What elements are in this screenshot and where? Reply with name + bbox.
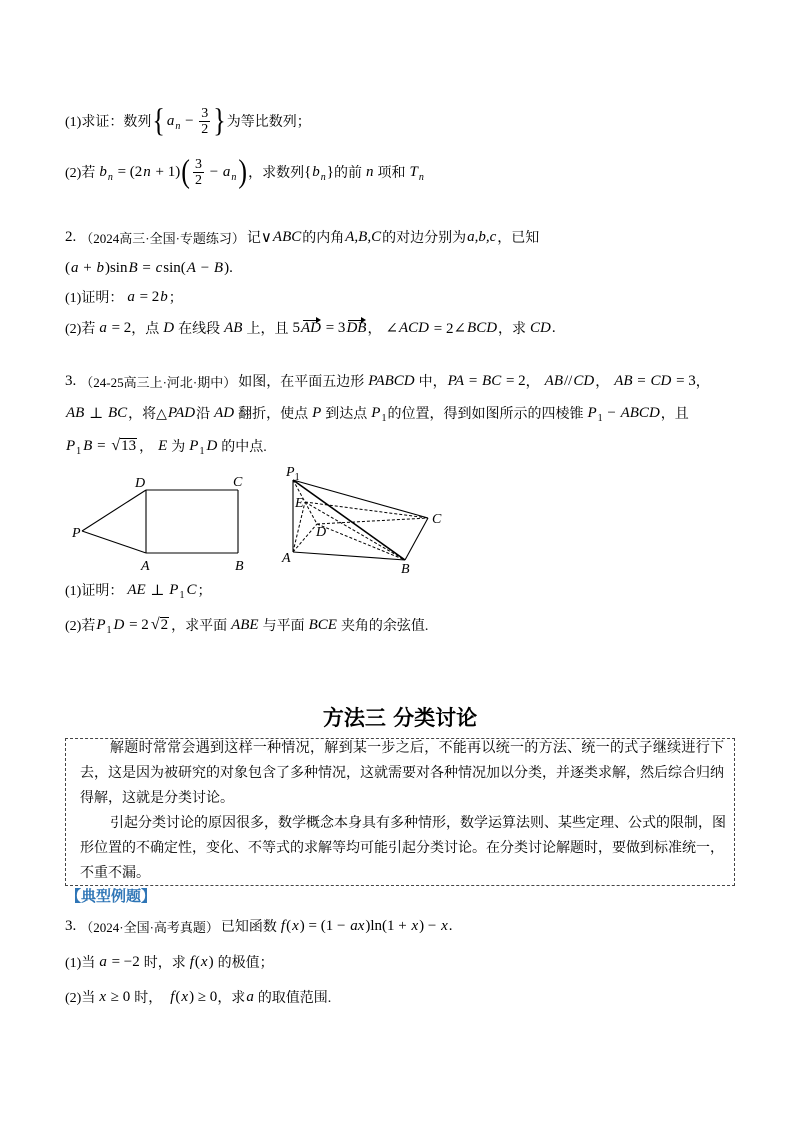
text-segment: 为等比数列； bbox=[226, 115, 311, 130]
problem-source: （2024高三·全国·专题练习） bbox=[80, 230, 245, 246]
fraction-denominator: 2 bbox=[194, 172, 202, 188]
text-segment: ，求 bbox=[217, 991, 246, 1006]
brace-close: } bbox=[213, 102, 226, 139]
text-segment: 项和 bbox=[377, 166, 406, 181]
sqrt-icon: √ bbox=[111, 437, 121, 454]
math-var: x bbox=[441, 917, 448, 934]
text-segment: 的对边分别为 bbox=[382, 231, 467, 246]
perpendicular-symbol: ⊥ bbox=[85, 405, 107, 422]
text-segment: ， bbox=[695, 375, 710, 390]
math-op: = −2 bbox=[107, 953, 140, 970]
vector-ad: AD bbox=[300, 319, 321, 336]
fraction bbox=[193, 157, 204, 188]
description-line: 形位置的不确定性，变化、不等式的求解等均可能引起分类讨论。在分类讨论解题时，要做到标准统一， bbox=[80, 841, 724, 856]
perpendicular-symbol: ⊥ bbox=[146, 582, 169, 599]
label-c: C bbox=[432, 512, 442, 527]
math-var: a bbox=[71, 259, 79, 276]
brace-open: { bbox=[304, 163, 312, 180]
problem3-part2 bbox=[65, 615, 428, 635]
math-var: P bbox=[66, 437, 76, 454]
math-var: ax bbox=[350, 917, 365, 934]
subscript: n bbox=[231, 171, 237, 183]
fraction-numerator: 3 bbox=[201, 105, 209, 121]
label-d: D bbox=[316, 525, 327, 540]
math-var: C bbox=[186, 581, 197, 598]
edge-dc bbox=[317, 518, 428, 524]
subscript: n bbox=[320, 171, 326, 183]
description-line: 不重不漏。 bbox=[80, 866, 150, 881]
math-op: = bbox=[633, 372, 650, 389]
text-segment: (1)当 bbox=[65, 956, 96, 971]
text-segment: 上，且 bbox=[246, 322, 289, 337]
text-segment: ，已知 bbox=[497, 231, 540, 246]
math-op: = 3 bbox=[321, 319, 346, 336]
math-var: AB bbox=[66, 404, 85, 421]
math-var: P bbox=[189, 437, 199, 454]
subscript: n bbox=[107, 171, 113, 183]
problem2-condition bbox=[65, 258, 233, 278]
math-op: = 2 bbox=[107, 319, 132, 336]
text-segment: ， bbox=[525, 375, 540, 390]
math-var: CD bbox=[530, 319, 551, 336]
pentagon-figure bbox=[82, 490, 238, 553]
label-p: P bbox=[72, 526, 81, 541]
math-op: = 2 bbox=[135, 288, 160, 305]
math-var: a,b,c bbox=[467, 228, 497, 245]
label-a: A bbox=[282, 551, 291, 566]
fraction bbox=[199, 106, 210, 137]
math-op: = bbox=[93, 437, 110, 454]
label-a: A bbox=[141, 559, 150, 574]
problem1-part2 bbox=[65, 155, 425, 189]
math-var: ABC bbox=[272, 228, 302, 245]
math-op: = 2∠ bbox=[430, 320, 467, 337]
label-p1-subscript: 1 bbox=[294, 472, 300, 483]
text-segment: 为 bbox=[171, 440, 186, 455]
math-op: − bbox=[603, 404, 620, 421]
math-var: P bbox=[587, 404, 597, 421]
math-var: D bbox=[113, 616, 125, 633]
text-segment: 的中点. bbox=[221, 440, 267, 455]
description-line: 得解，这就是分类讨论。 bbox=[80, 791, 234, 806]
problem2-stem bbox=[65, 227, 539, 247]
math-op: + bbox=[79, 259, 96, 276]
text-segment: ， bbox=[367, 322, 382, 337]
math-op: = bbox=[465, 372, 482, 389]
math-var: n bbox=[143, 163, 151, 180]
text-segment: ， bbox=[139, 440, 154, 455]
math-var: B bbox=[83, 437, 93, 454]
text-segment: 沿 bbox=[196, 407, 211, 422]
label-p1 bbox=[285, 465, 300, 483]
description-line: 解题时常常会遇到这样一种情况，解到某一步之后，不能再以统一的方法、统一的式子继续进行下 bbox=[110, 741, 724, 756]
parallel-symbol: // bbox=[564, 372, 573, 389]
math-var: x bbox=[181, 988, 189, 1005]
math-var: b bbox=[96, 259, 104, 276]
math-var: AE bbox=[127, 581, 146, 598]
math-var: a bbox=[99, 319, 107, 336]
text-segment: (2)若 bbox=[65, 322, 96, 337]
edge-ap bbox=[82, 531, 146, 553]
edge-bc bbox=[405, 518, 428, 560]
math-var: ACD bbox=[399, 319, 430, 336]
subscript: 1 bbox=[179, 589, 185, 601]
math-var: f bbox=[280, 917, 286, 934]
subscript: n bbox=[175, 120, 181, 132]
math-var: AB bbox=[614, 372, 633, 389]
math-op: ( bbox=[286, 917, 292, 934]
math-op: 5 bbox=[292, 319, 300, 336]
text-segment: 的前 bbox=[333, 166, 362, 181]
math-var: BCE bbox=[308, 616, 337, 633]
math-op: )sin bbox=[104, 259, 128, 276]
math-op: = 3 bbox=[672, 372, 696, 389]
text-segment: ，求平面 bbox=[171, 619, 228, 634]
math-op: = 2 bbox=[125, 616, 149, 633]
math-op: sin( bbox=[163, 259, 186, 276]
math-var: P bbox=[169, 581, 179, 598]
math-op: ) bbox=[224, 259, 230, 276]
example-problem-part1 bbox=[65, 952, 274, 972]
math-var: n bbox=[365, 163, 374, 180]
text-segment: (2)若 bbox=[65, 619, 96, 634]
text-segment: ，点 bbox=[131, 322, 160, 337]
math-op: = 2 bbox=[502, 372, 526, 389]
math-op: = bbox=[138, 259, 155, 276]
math-var: AB bbox=[224, 319, 243, 336]
edge-ad bbox=[293, 524, 317, 552]
math-var: A,B,C bbox=[345, 228, 382, 245]
math-var: E bbox=[158, 437, 168, 454]
math-var: a bbox=[127, 288, 135, 305]
label-p1-letter: P bbox=[286, 465, 295, 480]
sqrt-radicand: 2 bbox=[160, 617, 169, 633]
problem2-part2 bbox=[65, 318, 556, 338]
math-var: f bbox=[189, 953, 194, 970]
math-op: + 1) bbox=[151, 163, 181, 180]
text-segment: ，求数列 bbox=[248, 166, 305, 181]
problem3-part1 bbox=[65, 580, 211, 600]
math-op: − bbox=[205, 163, 222, 180]
math-var: P bbox=[96, 616, 106, 633]
math-var: b bbox=[99, 163, 107, 180]
math-var: a bbox=[166, 112, 175, 129]
math-var: x bbox=[292, 917, 299, 934]
text-segment: ，求 bbox=[498, 322, 527, 337]
vector-db: DB bbox=[346, 319, 367, 336]
math-var: AB bbox=[544, 372, 563, 389]
math-op: . bbox=[448, 917, 453, 934]
text-segment: ； bbox=[197, 584, 212, 599]
math-var: c bbox=[155, 259, 163, 276]
problem-number: 3. bbox=[65, 372, 77, 389]
math-var: CD bbox=[650, 372, 672, 389]
edge-pd bbox=[82, 490, 146, 531]
problem3-stem-line1 bbox=[65, 371, 710, 391]
math-op: . bbox=[551, 319, 556, 336]
example-label: 【典型例题】 bbox=[66, 887, 157, 905]
math-var: PA bbox=[447, 372, 465, 389]
text-segment: (2)若 bbox=[65, 166, 96, 181]
text-segment: 翻折，使点 bbox=[238, 407, 309, 422]
math-var: D bbox=[163, 319, 175, 336]
math-var: x bbox=[200, 953, 208, 970]
math-op: ∨ bbox=[260, 229, 272, 246]
math-var: a bbox=[99, 953, 107, 970]
section-title: 方法三 分类讨论 bbox=[322, 706, 478, 730]
math-var: b bbox=[160, 288, 168, 305]
example-problem-stem bbox=[65, 916, 453, 936]
math-var: P bbox=[371, 404, 381, 421]
text-segment: ，将△ bbox=[128, 407, 167, 422]
math-op: ) ≥ 0 bbox=[189, 988, 218, 1005]
paren-open: ( bbox=[181, 153, 190, 190]
text-segment: 记 bbox=[246, 231, 261, 246]
math-op: )ln(1 + bbox=[365, 917, 411, 934]
math-op: ( bbox=[194, 953, 200, 970]
problem-source: （2024·全国·高考真题） bbox=[80, 919, 219, 935]
text-segment: 夹角的余弦值. bbox=[340, 619, 429, 634]
text-segment: 的取值范围. bbox=[257, 991, 332, 1006]
math-var: D bbox=[206, 437, 218, 454]
math-op: ) bbox=[208, 953, 214, 970]
math-var: b bbox=[312, 163, 320, 180]
text-segment: ； bbox=[168, 291, 183, 306]
text-segment: 时，求 bbox=[143, 956, 186, 971]
math-op: . bbox=[229, 259, 233, 276]
brace-open: { bbox=[152, 102, 165, 139]
description-line: 引起分类讨论的原因很多，数学概念本身具有多种情形，数学运算法则、某些定理、公式的限制，图 bbox=[110, 816, 726, 831]
subscript: 1 bbox=[106, 624, 112, 636]
fraction-denominator: 2 bbox=[201, 121, 209, 137]
label-b: B bbox=[401, 562, 410, 577]
text-segment: 与平面 bbox=[262, 619, 305, 634]
label-d: D bbox=[135, 476, 146, 491]
sqrt-icon: √ bbox=[150, 616, 160, 633]
text-segment: 的内角 bbox=[302, 231, 345, 246]
text-segment: (1)求证：数列 bbox=[65, 115, 152, 130]
math-op: − bbox=[181, 112, 198, 129]
math-op: − bbox=[196, 259, 213, 276]
problem-number: 3. bbox=[65, 917, 77, 934]
text-segment: (1)证明： bbox=[65, 584, 124, 599]
text-segment: 的极值； bbox=[217, 956, 274, 971]
text-segment: 的位置，得到如图所示的四棱锥 bbox=[387, 407, 584, 422]
subscript: 1 bbox=[76, 445, 82, 457]
subscript: 1 bbox=[199, 445, 205, 457]
problem3-stem-line3 bbox=[65, 436, 267, 456]
description-line: 去，这是因为被研究的对象包含了多种情况，这就需要对各种情况加以分类，并逐类求解，然后综合归纳 bbox=[80, 766, 724, 781]
problem-source: （24-25高三上·河北·期中） bbox=[80, 374, 237, 390]
text-segment: 如图，在平面五边形 bbox=[238, 375, 365, 390]
text-segment: 已知函数 bbox=[220, 920, 277, 935]
math-var: CD bbox=[573, 372, 595, 389]
text-segment: ，且 bbox=[660, 407, 689, 422]
math-var: BC bbox=[107, 404, 128, 421]
math-var: ABE bbox=[231, 616, 259, 633]
math-var: a bbox=[246, 988, 254, 1005]
example-problem-part2 bbox=[65, 987, 331, 1007]
text-segment: (2)当 bbox=[65, 991, 96, 1006]
math-var: f bbox=[170, 988, 175, 1005]
text-segment: 中， bbox=[418, 375, 447, 390]
math-var: B bbox=[128, 259, 138, 276]
math-op: ) − bbox=[419, 917, 441, 934]
subscript: 1 bbox=[381, 412, 387, 424]
problem1-part1 bbox=[65, 104, 311, 138]
problem-number: 2. bbox=[65, 228, 77, 245]
angle-symbol: ∠ bbox=[385, 320, 399, 337]
subscript: 1 bbox=[597, 412, 603, 424]
sqrt-radicand: 13 bbox=[121, 438, 137, 454]
pyramid-figure bbox=[293, 480, 428, 560]
math-op: ( bbox=[175, 988, 181, 1005]
math-var: P bbox=[312, 404, 322, 421]
edge-ec bbox=[305, 502, 428, 518]
math-var: PAD bbox=[167, 404, 196, 421]
math-var: BC bbox=[482, 372, 502, 389]
math-op: = (2 bbox=[113, 163, 143, 180]
math-var: B bbox=[213, 259, 224, 276]
math-var: a bbox=[222, 163, 231, 180]
math-op: ( bbox=[65, 259, 70, 276]
text-segment: 时， bbox=[134, 991, 163, 1006]
math-var: AD bbox=[214, 404, 235, 421]
label-c: C bbox=[233, 475, 243, 490]
label-b: B bbox=[235, 559, 244, 574]
math-op: ≥ 0 bbox=[107, 988, 131, 1005]
edge-p1c bbox=[293, 480, 428, 518]
fraction-numerator: 3 bbox=[194, 156, 202, 172]
math-var: A bbox=[186, 259, 196, 276]
math-var: x bbox=[411, 917, 419, 934]
subscript: n bbox=[418, 171, 424, 183]
math-var: x bbox=[99, 988, 106, 1005]
problem3-stem-line2 bbox=[65, 403, 689, 423]
math-var: ABCD bbox=[620, 404, 660, 421]
geometry-figures bbox=[60, 460, 460, 580]
label-e: E bbox=[295, 496, 304, 511]
text-segment: 在线段 bbox=[178, 322, 221, 337]
math-var: PABCD bbox=[368, 372, 415, 389]
math-var: T bbox=[409, 163, 418, 180]
text-segment: 到达点 bbox=[325, 407, 368, 422]
paren-close: ) bbox=[238, 153, 248, 190]
problem2-part1 bbox=[65, 287, 183, 307]
text-segment: (1)证明： bbox=[65, 291, 124, 306]
text-segment: ， bbox=[595, 375, 610, 390]
math-op: ) = (1 − bbox=[299, 917, 350, 934]
math-var: BCD bbox=[467, 319, 498, 336]
brace-close: } bbox=[326, 163, 334, 180]
